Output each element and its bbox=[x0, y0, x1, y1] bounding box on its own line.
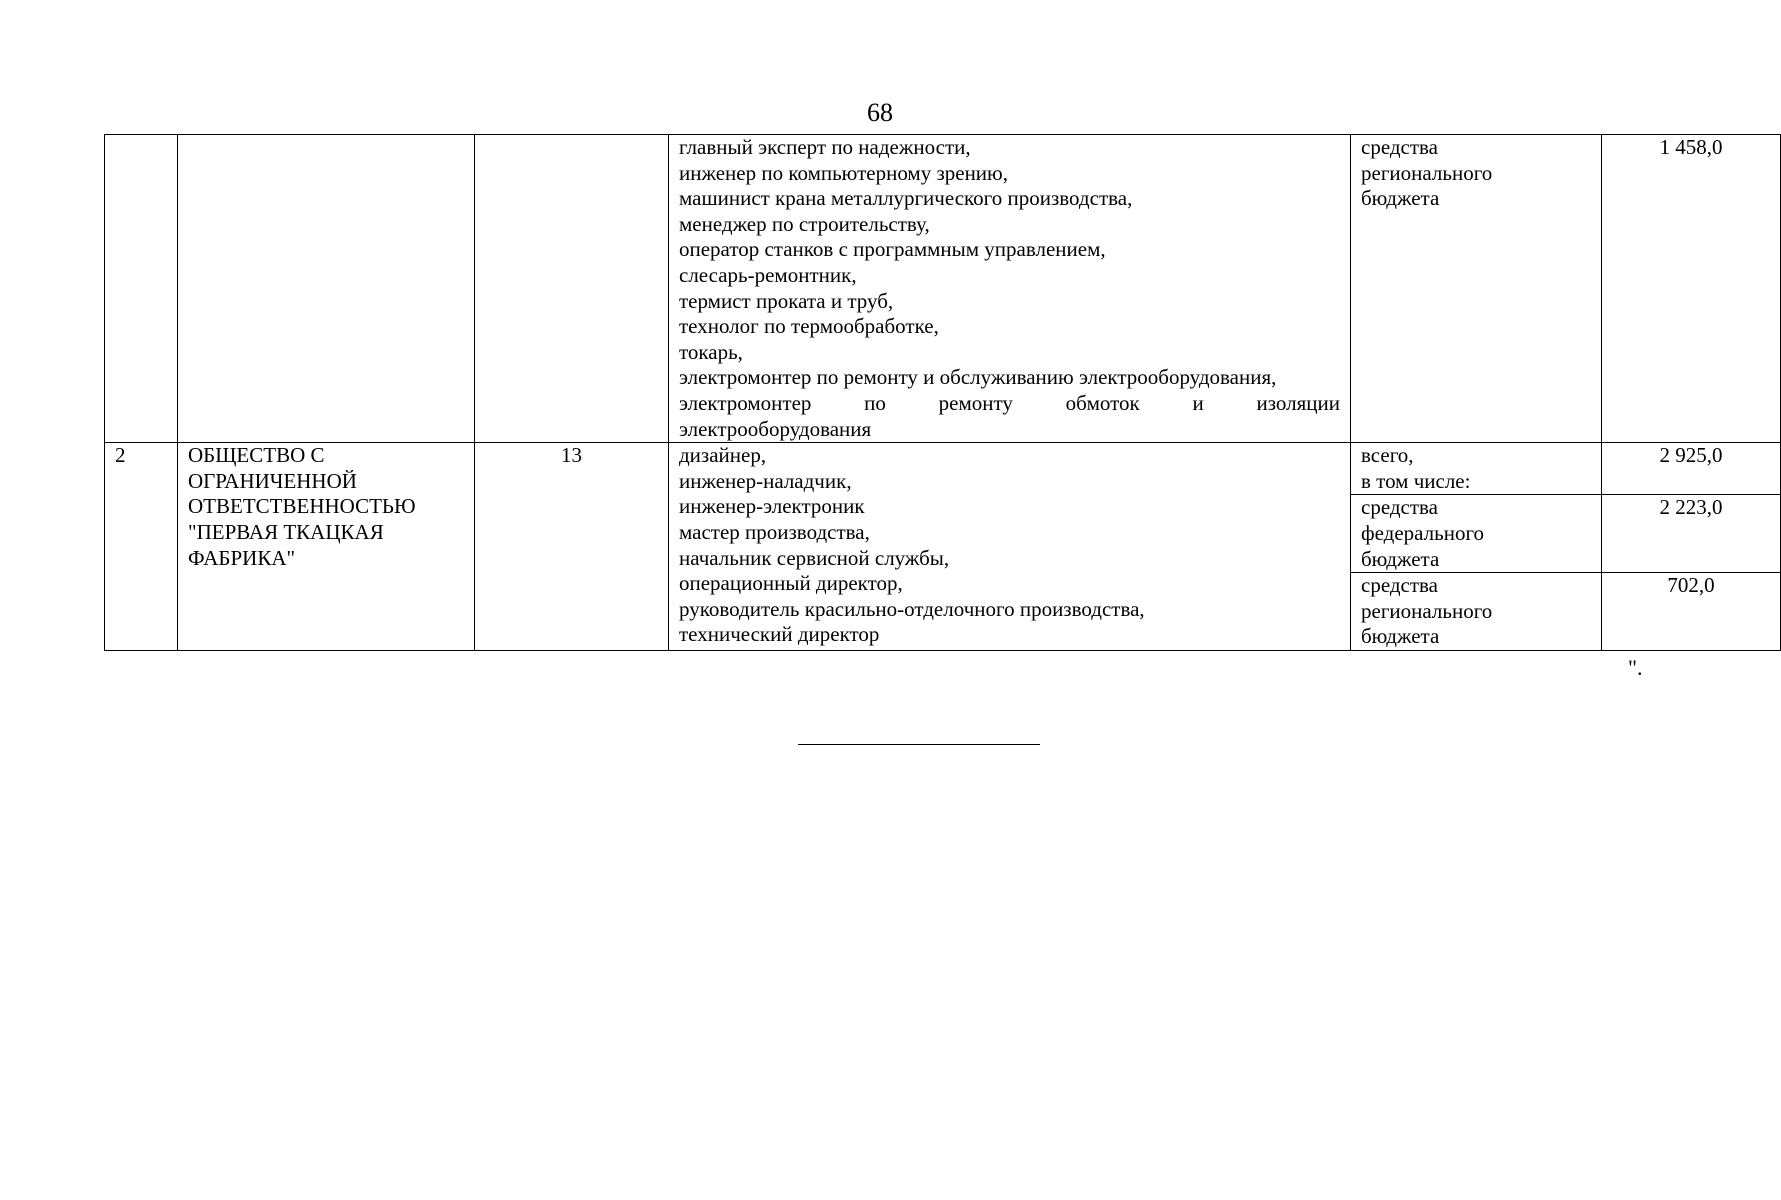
profession-item: начальник сервисной службы, bbox=[679, 545, 950, 570]
amount-cell: 2 925,0 bbox=[1602, 443, 1781, 495]
funding-source-line: средства bbox=[1361, 495, 1439, 520]
row-number-cell bbox=[105, 135, 178, 443]
organization-cell bbox=[178, 443, 475, 651]
profession-item: мастер производства, bbox=[679, 519, 870, 544]
funding-source-line: федерального bbox=[1361, 520, 1485, 545]
funding-source-line: бюджета bbox=[1361, 546, 1440, 571]
organization-name-line: ФАБРИКА" bbox=[188, 545, 296, 570]
end-divider-line bbox=[798, 744, 1040, 745]
profession-item: технический директор bbox=[679, 622, 880, 647]
row-number-cell: 2 bbox=[105, 443, 178, 651]
profession-item: руководитель красильно-отделочного производства, bbox=[679, 596, 1145, 621]
funding-source-line: бюджета bbox=[1361, 186, 1440, 211]
organization-cell bbox=[178, 135, 475, 443]
organization-name-line: ОГРАНИЧЕННОЙ bbox=[188, 468, 357, 493]
funding-source-line: в том числе: bbox=[1361, 468, 1471, 493]
funding-source-line: средства bbox=[1361, 135, 1439, 159]
professions-cell bbox=[669, 135, 1351, 443]
profession-item: менеджер по строительству, bbox=[679, 211, 930, 236]
profession-item: главный эксперт по надежности, bbox=[679, 135, 971, 159]
profession-item: электрооборудования bbox=[679, 416, 872, 441]
profession-item: дизайнер, bbox=[679, 443, 767, 468]
organization-name-line: "ПЕРВАЯ ТКАЦКАЯ bbox=[188, 519, 384, 544]
profession-item: инженер-наладчик, bbox=[679, 468, 852, 493]
closing-quote-mark: ". bbox=[1628, 655, 1643, 680]
profession-item: технолог по термообработке, bbox=[679, 314, 939, 339]
profession-item: термист проката и труб, bbox=[679, 288, 894, 313]
funding-source-cell bbox=[1351, 495, 1602, 573]
table-row bbox=[105, 135, 1781, 443]
organization-name-line: ОТВЕТСТВЕННОСТЬЮ bbox=[188, 494, 416, 519]
profession-item: электромонтер по ремонту обмоток и изоляции bbox=[679, 390, 1340, 415]
funding-source-line: регионального bbox=[1361, 598, 1493, 623]
funding-source-cell bbox=[1351, 135, 1602, 443]
table-row bbox=[105, 443, 1781, 495]
amount-cell: 702,0 bbox=[1602, 573, 1781, 651]
organization-name-line: ОБЩЕСТВО С bbox=[188, 443, 325, 468]
profession-item: инженер по компьютерному зрению, bbox=[679, 160, 1008, 185]
count-cell bbox=[475, 135, 669, 443]
page-number: 68 bbox=[867, 98, 893, 127]
profession-item: электромонтер по ремонту и обслуживанию электрооборудования, bbox=[679, 365, 1277, 390]
funding-source-line: бюджета bbox=[1361, 624, 1440, 649]
funding-source-cell bbox=[1351, 443, 1602, 495]
profession-item: слесарь-ремонтник, bbox=[679, 262, 857, 287]
funding-source-line: регионального bbox=[1361, 160, 1493, 185]
funding-source-cell bbox=[1351, 573, 1602, 651]
profession-item: оператор станков с программным управлением, bbox=[679, 237, 1106, 262]
profession-item: токарь, bbox=[679, 339, 743, 364]
professions-cell bbox=[669, 443, 1351, 651]
amount-cell: 2 223,0 bbox=[1602, 495, 1781, 573]
profession-item: машинист крана металлургического производства, bbox=[679, 186, 1133, 211]
profession-item: инженер-электроник bbox=[679, 494, 865, 519]
profession-item: операционный директор, bbox=[679, 571, 903, 596]
funding-source-line: всего, bbox=[1361, 443, 1414, 468]
amount-cell: 1 458,0 bbox=[1602, 135, 1781, 443]
program-table bbox=[104, 134, 1781, 651]
funding-source-line: средства bbox=[1361, 573, 1439, 598]
count-cell: 13 bbox=[475, 443, 669, 651]
